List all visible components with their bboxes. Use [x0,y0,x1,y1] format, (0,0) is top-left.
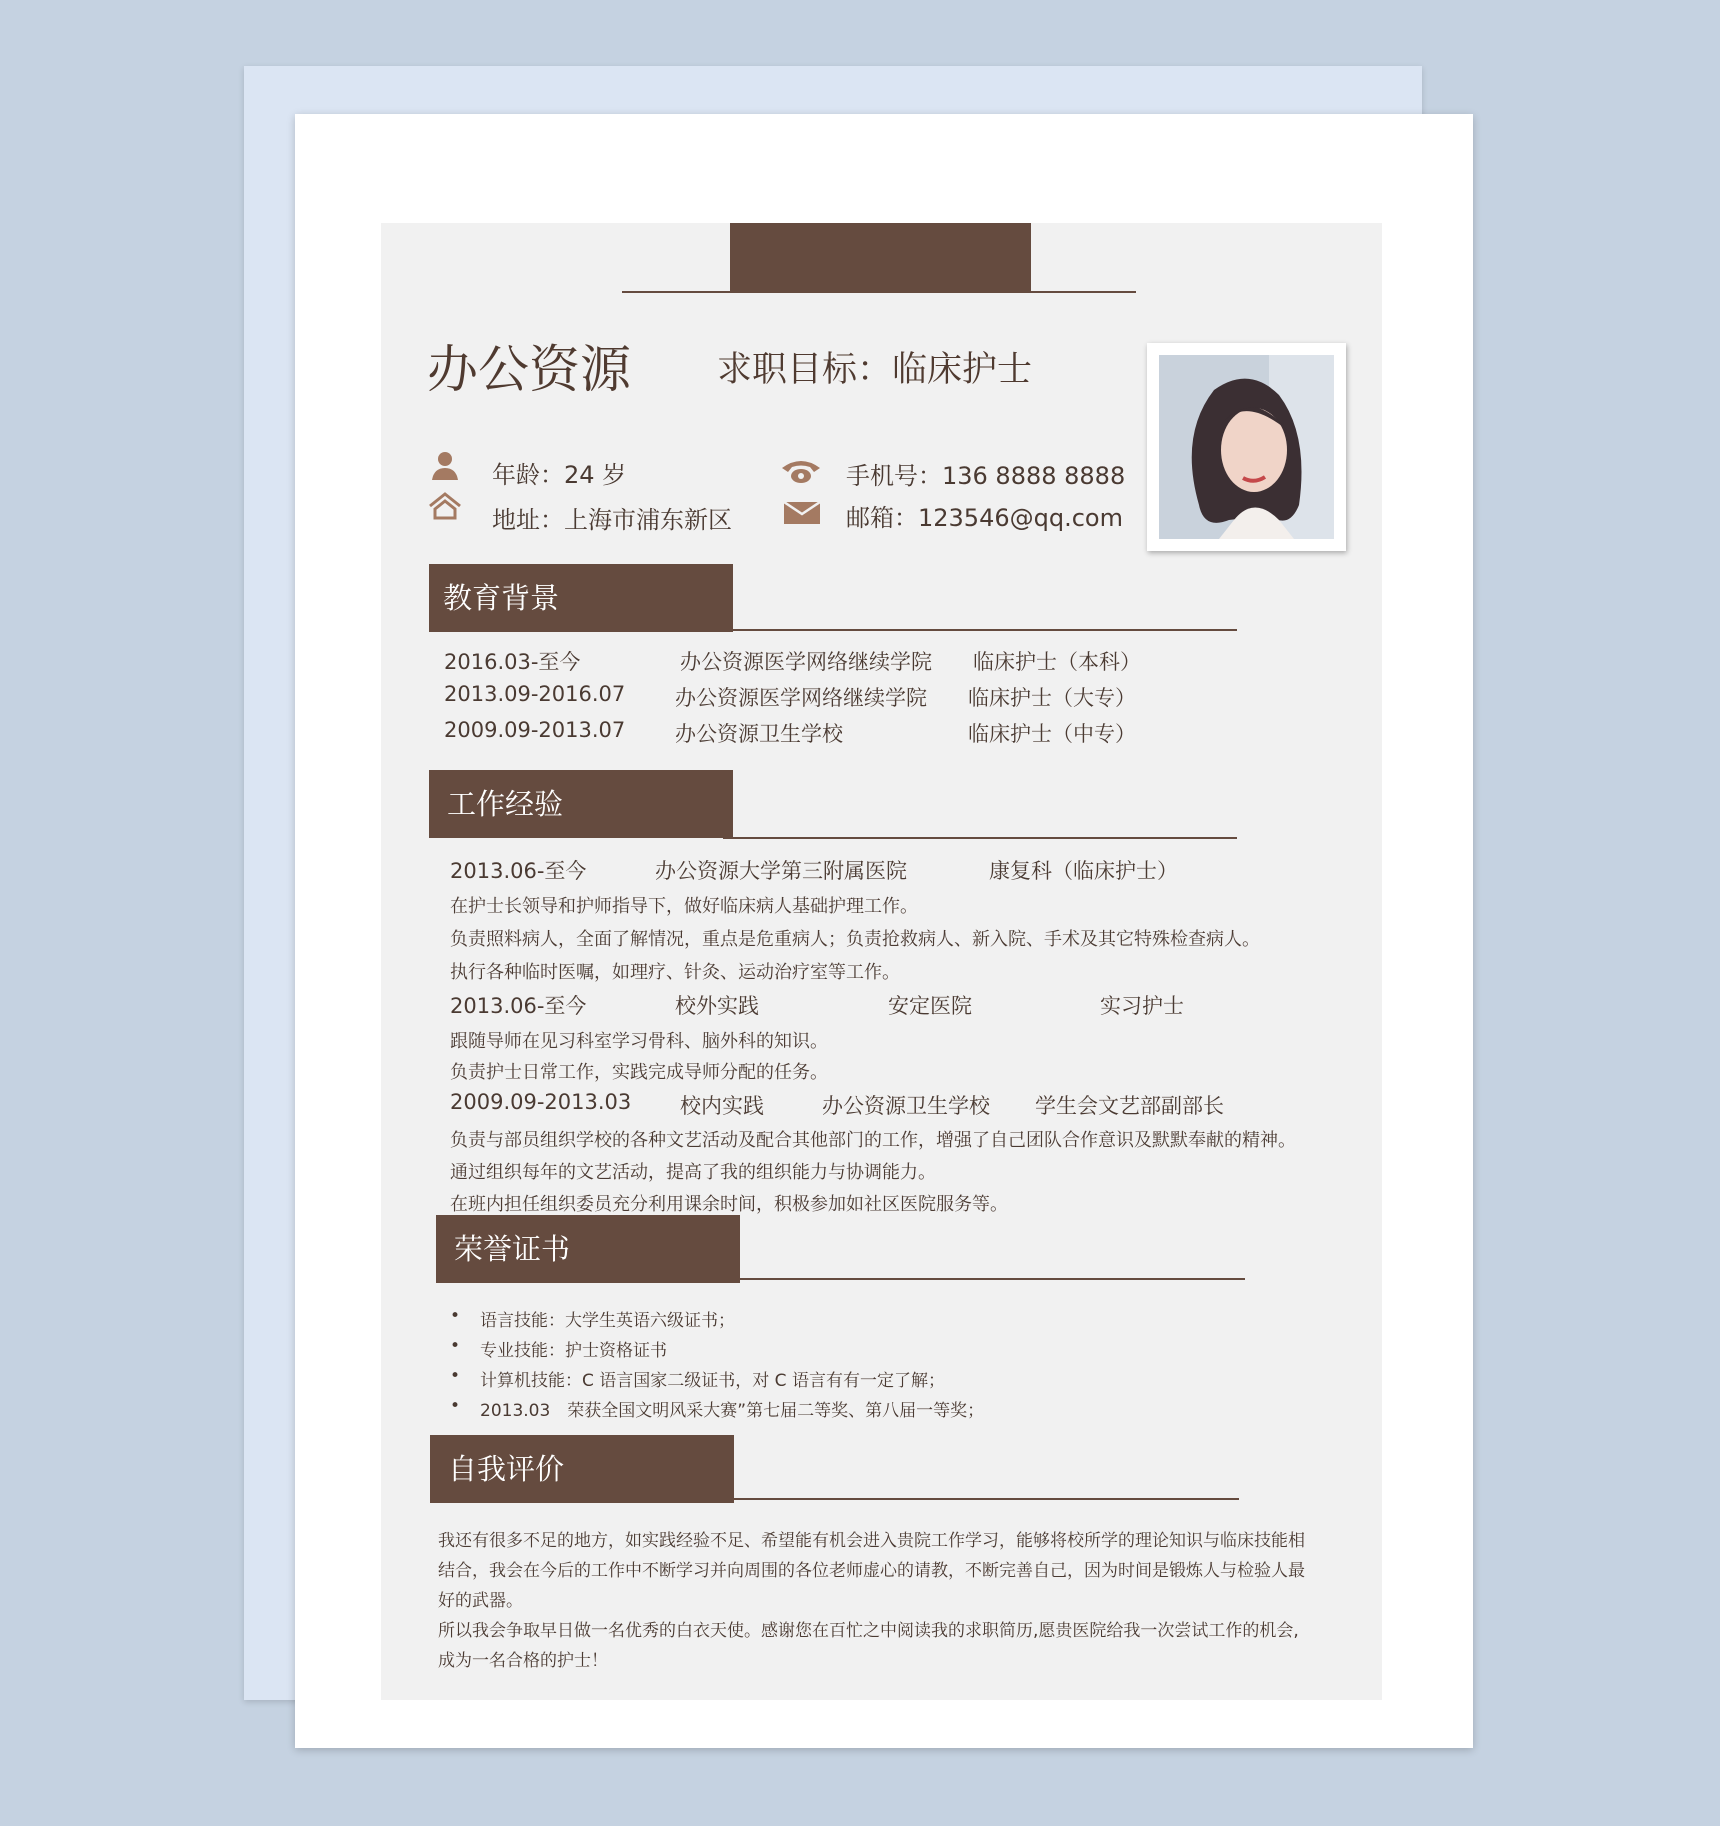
self-eval-line: 成为一名合格的护士！ [438,1651,608,1671]
work-org: 办公资源大学第三附属医院 [655,859,907,883]
edu-date: 2016.03-至今 [444,650,581,674]
honors-heading: 荣誉证书 [436,1215,740,1283]
work-date: 2013.06-至今 [450,859,587,883]
edu-major: 临床护士（大专） [968,686,1136,710]
honors-divider [740,1278,1245,1280]
work-org: 办公资源卫生学校 [822,1094,990,1118]
education-heading: 教育背景 [429,564,733,632]
self-eval-line: 好的武器。 [438,1591,523,1611]
work-role: 实习护士 [1100,994,1184,1018]
honor-bullet: • [450,1306,461,1326]
work-desc: 跟随导师在见习科室学习骨科、脑外科的知识。 [450,1031,828,1052]
work-divider [723,837,1237,839]
work-desc: 负责照料病人，全面了解情况，重点是危重病人；负责抢救病人、新入院、手术及其它特殊检查病人。 [450,929,1260,950]
phone-icon [780,458,822,484]
honor-item: 2013.03 荣获全国文明风采大赛”第七届二等奖、第八届一等奖； [480,1401,985,1421]
self-eval-divider [734,1498,1239,1500]
photo-frame [1147,343,1346,551]
honor-item: 计算机技能：C 语言国家二级证书，对 C 语言有有一定了解； [480,1371,945,1391]
edu-major: 临床护士（中专） [968,722,1136,746]
self-eval-heading: 自我评价 [430,1435,734,1503]
candidate-name: 办公资源 [427,341,632,400]
edu-date: 2009.09-2013.07 [444,718,626,742]
job-target: 求职目标：临床护士 [717,350,1033,390]
work-desc: 通过组织每年的文艺活动，提高了我的组织能力与协调能力。 [450,1162,936,1183]
honor-bullet: • [450,1396,461,1416]
education-divider [733,629,1237,631]
work-type: 校外实践 [675,994,759,1018]
email-text: 邮箱：123546@qq.com [846,504,1123,532]
work-role: 学生会文艺部副部长 [1035,1094,1224,1118]
self-eval-line: 所以我会争取早日做一名优秀的白衣天使。感谢您在百忙之中阅读我的求职简历,愿贵医院给我一次尝试工作的机会, [438,1621,1299,1641]
edu-major: 临床护士（本科） [973,650,1141,674]
work-role: 康复科（临床护士） [989,859,1178,883]
header-decor-line [622,291,1136,293]
work-org: 安定医院 [888,994,972,1018]
honor-item: 语言技能：大学生英语六级证书； [480,1311,735,1331]
self-eval-line: 我还有很多不足的地方，如实践经验不足、希望能有机会进入贵院工作学习，能够将校所学的理论知识与临床技能相 [438,1531,1305,1551]
work-date: 2009.09-2013.03 [450,1090,632,1114]
age-text: 年龄：24 岁 [492,461,627,489]
work-desc: 执行各种临时医嘱，如理疗、针灸、运动治疗室等工作。 [450,962,900,983]
phone-text: 手机号：136 8888 8888 [846,462,1126,490]
work-heading: 工作经验 [429,770,733,838]
address-text: 地址：上海市浦东新区 [492,506,732,534]
mail-icon [784,502,820,524]
work-desc: 负责与部员组织学校的各种文艺活动及配合其他部门的工作，增强了自己团队合作意识及默默奉献的精神。 [450,1130,1296,1151]
person-icon [430,451,460,481]
work-desc: 在班内担任组织委员充分利用课余时间，积极参加如社区医院服务等。 [450,1194,1008,1215]
work-desc: 负责护士日常工作，实践完成导师分配的任务。 [450,1062,828,1083]
edu-date: 2013.09-2016.07 [444,682,626,706]
honor-bullet: • [450,1336,461,1356]
honor-item: 专业技能：护士资格证书 [480,1341,667,1361]
self-eval-line: 结合，我会在今后的工作中不断学习并向周围的各位老师虚心的请教，不断完善自己，因为时间是锻炼人与检验人最 [438,1561,1305,1581]
header-decor-bar [730,223,1031,291]
edu-school: 办公资源卫生学校 [675,722,843,746]
work-type: 校内实践 [680,1094,764,1118]
edu-school: 办公资源医学网络继续学院 [680,650,932,674]
honor-bullet: • [450,1366,461,1386]
home-icon [428,492,462,520]
work-desc: 在护士长领导和护师指导下，做好临床病人基础护理工作。 [450,896,918,917]
edu-school: 办公资源医学网络继续学院 [675,686,927,710]
work-date: 2013.06-至今 [450,994,587,1018]
profile-photo [1159,355,1334,539]
